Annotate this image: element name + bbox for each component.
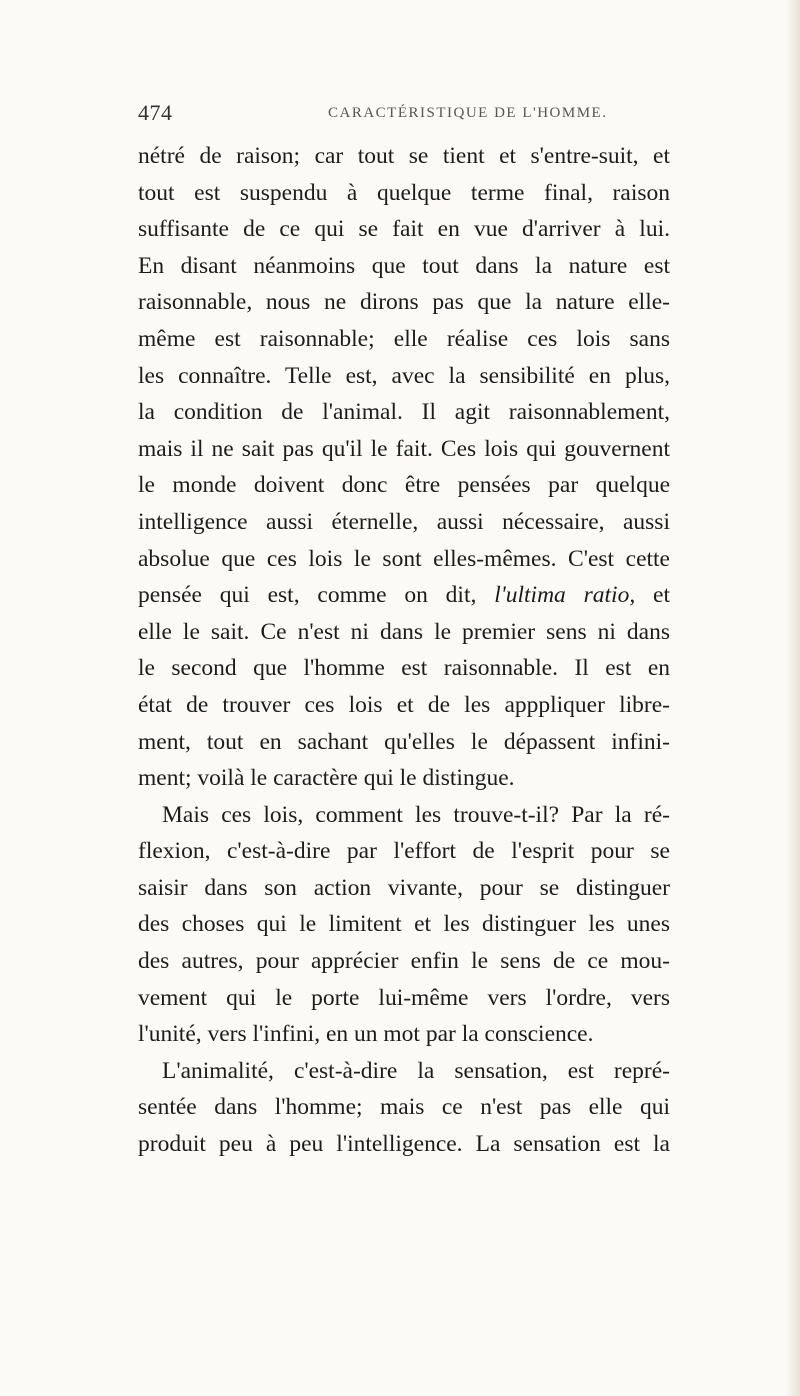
text-line: saisir dans son action vivante, pour se distinguer (138, 874, 670, 901)
page-edge-shading (786, 0, 800, 1396)
text-line: L'animalité, c'est-à-dire la sensation, est repré- (162, 1057, 670, 1084)
text-line: En disant néanmoins que tout dans la nature est (138, 252, 670, 279)
text-line: des autres, pour apprécier enfin le sens de ce mou- (138, 948, 670, 975)
text-run: pensée qui est, comme on dit, (138, 582, 495, 609)
running-title: CARACTÉRISTIQUE DE L'HOMME. (328, 105, 608, 121)
text-line: vement qui le porte lui-même vers l'ordre, vers (138, 984, 670, 1011)
text-line: l'unité, vers l'infini, en un mot par la conscience. (138, 1021, 594, 1048)
text-line: flexion, c'est-à-dire par l'effort de l'esprit pour se (138, 838, 670, 865)
text-line: sentée dans l'homme; mais ce n'est pas elle qui (138, 1094, 670, 1121)
text-line: ment; voilà le caractère qui le distingue. (138, 765, 515, 792)
text-line (138, 577, 670, 614)
text-line: intelligence aussi éternelle, aussi nécessaire, aussi (138, 508, 670, 535)
text-line: le monde doivent donc être pensées par quelque (138, 472, 670, 499)
body-text (138, 138, 670, 1163)
text-line: tout est suspendu à quelque terme final, raison (138, 179, 670, 206)
text-line: produit peu à peu l'intelligence. La sensation est la (138, 1131, 670, 1158)
text-line: nétré de raison; car tout se tient et s'entre-suit, et (138, 143, 670, 169)
text-line: mais il ne sait pas qu'il le fait. Ces lois qui gouvernent (138, 435, 670, 462)
text-line: ment, tout en sachant qu'elles le dépassent infini- (138, 728, 670, 755)
text-line: même est raisonnable; elle réalise ces lois sans (138, 325, 670, 352)
page-number: 474 (138, 100, 173, 125)
text-line: raisonnable, nous ne dirons pas que la nature elle- (138, 289, 670, 316)
text-line: le second que l'homme est raisonnable. Il est en (138, 655, 670, 682)
text-line: les connaître. Telle est, avec la sensibilité en plus, (138, 362, 670, 389)
text-line: elle le sait. Ce n'est ni dans le premier sens ni dans (138, 618, 670, 645)
text-run: et (635, 582, 670, 609)
text-line: Mais ces lois, comment les trouve-t-il? Par la ré- (162, 801, 670, 828)
running-head (138, 100, 678, 134)
text-line: suffisante de ce qui se fait en vue d'arriver à lui. (138, 216, 670, 243)
text-line: état de trouver ces lois et de les apppliquer libre- (138, 691, 670, 718)
text-line: des choses qui le limitent et les distinguer les unes (138, 911, 670, 938)
text-line: absolue que ces lois le sont elles-mêmes. C'est cette (138, 545, 670, 572)
italic-phrase: l'ultima ratio, (494, 582, 636, 609)
text-line: la condition de l'animal. Il agit raisonnablement, (138, 399, 670, 426)
